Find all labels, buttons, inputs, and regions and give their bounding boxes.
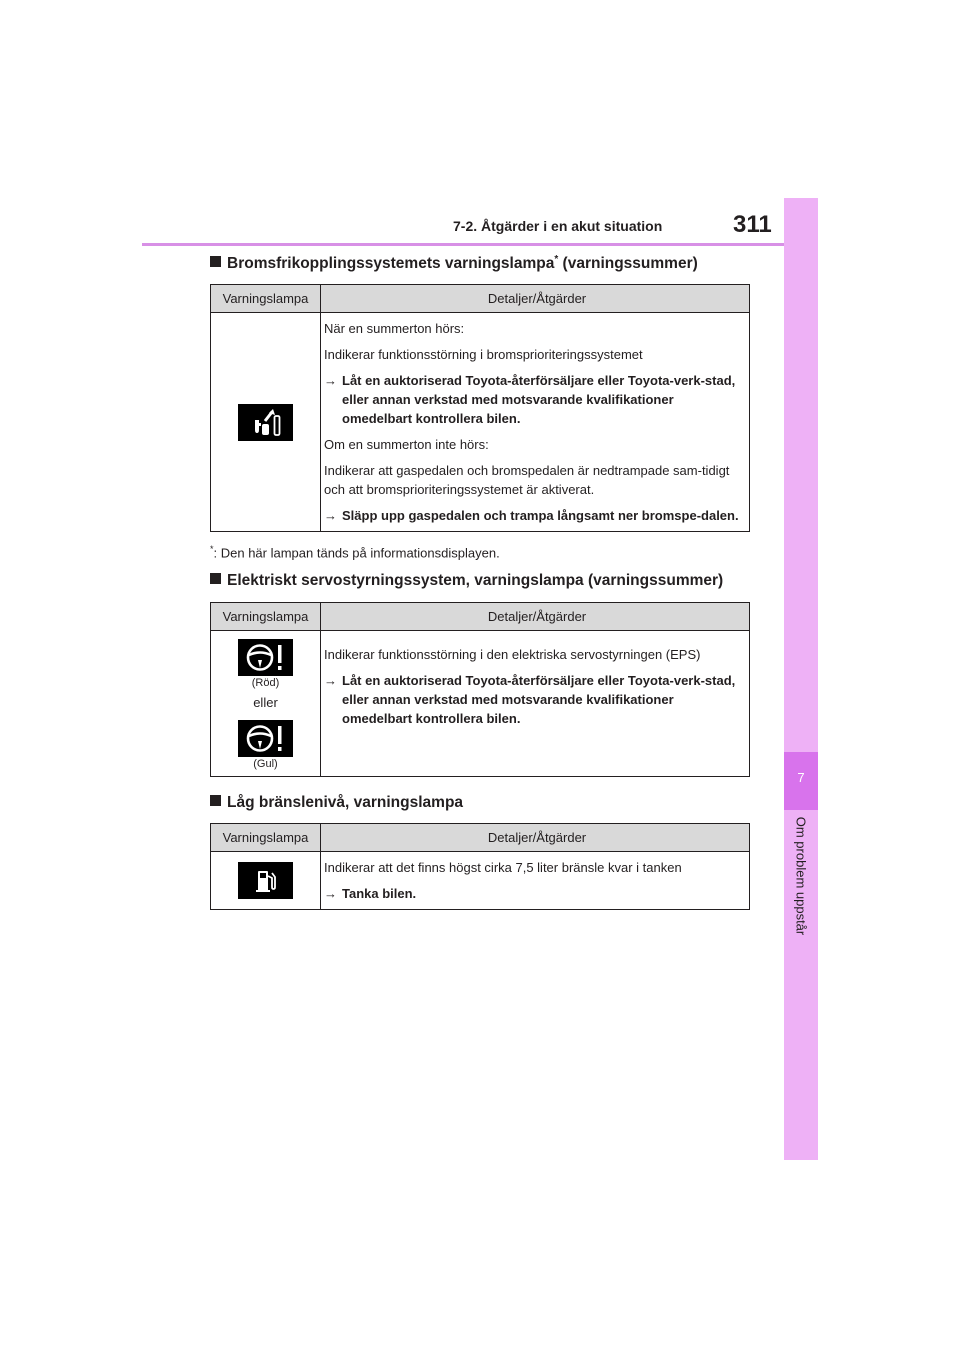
table-header-row (211, 824, 750, 852)
chapter-number: 7 (797, 770, 805, 785)
lamp-caption-yellow: (Gul) (253, 758, 278, 770)
column-header-details: Detaljer/Åtgärder (321, 285, 750, 313)
action-item: → Släpp upp gaspedalen och trampa långsamt ner bromspe-dalen. (324, 508, 739, 523)
arrow-right-icon: → (324, 373, 337, 388)
column-header-details: Detaljer/Åtgärder (321, 603, 750, 631)
fuel-pump-icon (238, 862, 293, 899)
square-bullet-icon (210, 573, 221, 584)
description-text: Indikerar funktionsstörning i bromsprioriteringssystemet (324, 347, 643, 362)
table-row (211, 852, 750, 910)
arrow-right-icon: → (324, 508, 337, 523)
column-header-lamp: Varningslampa (211, 285, 321, 313)
or-text: eller (253, 695, 278, 710)
table-header-row (211, 285, 750, 313)
column-header-lamp: Varningslampa (211, 603, 321, 631)
condition-text: Om en summerton inte hörs: (324, 437, 489, 452)
section-heading-brake-override: Bromsfrikopplingssystemets varningslampa* (varningssummer) (210, 254, 698, 273)
section-heading-eps: Elektriskt servostyrningssystem, varningslampa (varningssummer) (210, 572, 723, 590)
header-divider (142, 243, 784, 246)
action-item: → Låt en auktoriserad Toyota-återförsäljare eller Toyota-verk-stad, eller annan verkstad med motsvarande kvalifikationer omedelbart kontrollera bilen. (324, 673, 736, 726)
steering-warning-icon-yellow (238, 720, 293, 757)
section-heading-low-fuel: Låg bränslenivå, varningslampa (210, 794, 463, 812)
eps-table (210, 602, 750, 777)
details-cell (321, 852, 750, 910)
condition-text: När en summerton hörs: (324, 321, 465, 336)
column-header-details: Detaljer/Åtgärder (321, 824, 750, 852)
action-item: → Tanka bilen. (324, 886, 417, 901)
page-number: 311 (733, 211, 772, 238)
low-fuel-table (210, 823, 750, 910)
description-text: Indikerar att gaspedalen och bromspedalen är nedtrampade sam-tidigt och att bromsprioriteringssystemet är aktiverat. (324, 463, 730, 497)
section-title: 7-2. Åtgärder i en akut situation (453, 218, 663, 234)
lamp-cell (211, 852, 321, 910)
table-row (211, 631, 750, 777)
brake-override-table (210, 284, 750, 532)
brake-override-icon (238, 404, 293, 441)
description-text: Indikerar att det finns högst cirka 7,5 liter bränsle kvar i tanken (324, 860, 682, 875)
steering-warning-icon-red (238, 639, 293, 676)
footnote: *: Den här lampan tänds på informationsdisplayen. (210, 544, 500, 561)
details-cell (321, 313, 750, 532)
lamp-cell (211, 313, 321, 532)
column-header-lamp: Varningslampa (211, 824, 321, 852)
square-bullet-icon (210, 256, 221, 267)
square-bullet-icon (210, 795, 221, 806)
action-item: → Låt en auktoriserad Toyota-återförsäljare eller Toyota-verk-stad, eller annan verkstad med motsvarande kvalifikationer omedelbart kontrollera bilen. (324, 373, 736, 426)
arrow-right-icon: → (324, 673, 337, 688)
lamp-caption-red: (Röd) (251, 677, 280, 689)
table-row (211, 313, 750, 532)
description-text: Indikerar funktionsstörning i den elektriska servostyrningen (EPS) (324, 647, 701, 662)
chapter-side-tab (784, 198, 818, 1160)
arrow-right-icon: → (324, 886, 337, 901)
table-header-row (211, 603, 750, 631)
chapter-title: Om problem uppstår (793, 816, 809, 936)
details-cell (321, 631, 750, 777)
lamp-cell (211, 631, 321, 777)
